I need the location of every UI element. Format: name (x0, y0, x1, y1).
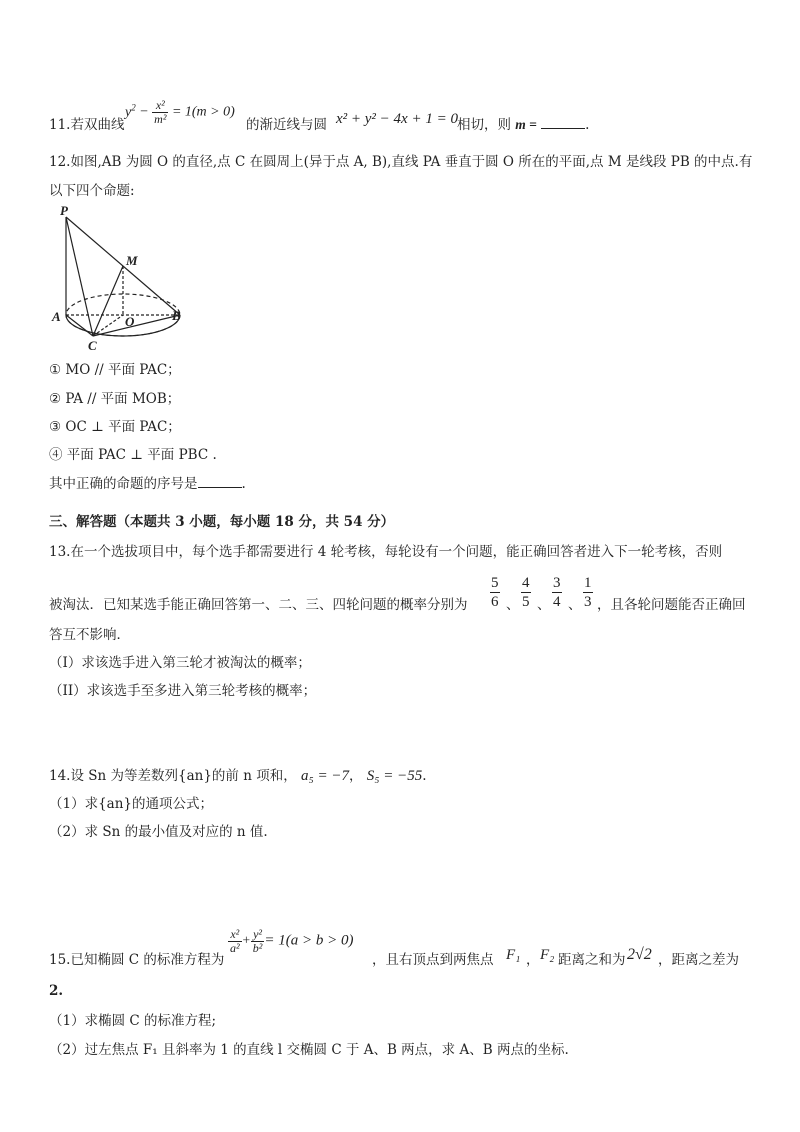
q14-part2: （2）求 Sn 的最小值及对应的 n 值. (49, 824, 268, 840)
q13-fraction-4: 1 3 (584, 575, 592, 610)
q13-sep-3: 、 (568, 597, 582, 613)
q14-line1: 14.设 Sn 为等差数列{an}的前 n 项和， a₅ = −7， S₅ = −55. (49, 768, 427, 784)
q15-ellipse-eq: $\frac{\text{x²}}{\text{a²}}$ + $\frac{\text{y²}}{\text{b²}}$ = 1(a > b > 0) (230, 927, 354, 955)
q12-line2: 以下四个命题: (49, 183, 135, 199)
q15-line1c: 距离之和为 (558, 952, 626, 968)
q13-line3: 答互不影响． (49, 627, 130, 643)
q11-eq-y: $y^2$ (125, 102, 136, 120)
q13-part2: （II）求该选手至多进入第三轮考核的概率； (49, 683, 317, 699)
q15-line2: 2. (49, 983, 64, 999)
label-P: P (60, 205, 68, 218)
q13-fraction-2: 4 5 (522, 575, 530, 610)
q13-sep-1: 、 (506, 597, 520, 613)
q12-option-3: ③ OC ⊥ 平面 PAC； (49, 419, 181, 435)
q15-part2: （2）过左焦点 F₁ 且斜率为 1 的直线 l 交椭圆 C 于 A、B 两点，求 A、B 两点的坐标. (49, 1042, 569, 1058)
q12-figure (50, 205, 190, 355)
q11-frac: $\frac{\text{x²}}{\text{m²}}$ (154, 97, 167, 126)
q15-line1a: 15.已知椭圆 C 的标准方程为 (49, 952, 225, 968)
q15-line1b: ，且右顶点到两焦点 (372, 952, 494, 968)
q13-line2b: ，且各轮问题能否正确回 (597, 597, 746, 613)
circle-front (66, 315, 180, 336)
q12-answer-blank[interactable] (198, 475, 242, 488)
q11-prefix: 11.若双曲线 (49, 117, 125, 133)
q11-line (49, 116, 124, 134)
q13-line1: 13.在一个选拔项目中，每个选手都需要进行 4 轮考核，每轮设有一个问题，能正确回答者进入下一轮考核，否则 (49, 544, 723, 560)
q13-part1: （I）求该选手进入第三轮才被淘汰的概率； (49, 655, 311, 671)
segment-MC (93, 266, 123, 336)
q11-answer-blank[interactable] (541, 116, 585, 129)
label-A: A (52, 309, 61, 324)
q12-option-4: ④ 平面 PAC ⊥ 平面 PBC . (49, 447, 217, 463)
q15-sum: 2√2 (627, 946, 652, 963)
label-C: C (88, 338, 97, 353)
q12-line1: 12.如图,AB 为圆 O 的直径,点 C 在圆周上(异于点 A, B),直线 PA 垂直于圆 O 所在的平面,点 M 是线段 PB 的中点.有 (49, 154, 753, 170)
q15-comma: ， (526, 952, 540, 968)
section3-title: 三、解答题（本题共 3 小题，每小题 18 分，共 54 分） (49, 514, 395, 530)
label-B: B (172, 308, 181, 323)
q15-part1: （1）求椭圆 C 的标准方程; (49, 1013, 217, 1029)
label-M: M (126, 253, 138, 268)
q15-F2: F₂ (540, 947, 555, 963)
q11-tail: 相切，则 m = . (457, 117, 590, 133)
segment-CB (93, 315, 180, 336)
label-O: O (125, 314, 135, 329)
q13-line2a: 被淘汰．已知某选手能正确回答第一、二、三、四轮问题的概率分别为 (49, 597, 468, 613)
q15-F1: F₁ (506, 947, 521, 963)
q14-cond2: S₅ = −55 (366, 768, 423, 784)
q11-mid: 的渐近线与圆 (246, 117, 327, 133)
q12-option-2: ② PA // 平面 MOB； (49, 391, 181, 407)
q12-option-1: ① MO // 平面 PAC； (49, 362, 181, 378)
q11-hyperbola-eq: $y^2$ − $\frac{\text{x²}}{\text{m²}}$ = 1(m > 0) (125, 97, 235, 126)
q13-fraction-3: 3 4 (553, 575, 561, 610)
q14-cond1: a₅ = −7 (301, 768, 349, 784)
q11-circle-eq: x² + y² − 4x + 1 = 0 (336, 111, 458, 127)
q13-fraction-1: 5 6 (491, 575, 499, 610)
q15-line1d: ，距离之差为 (658, 952, 739, 968)
q14-part1: （1）求{an}的通项公式； (49, 796, 214, 812)
q13-sep-2: 、 (537, 597, 551, 613)
q12-question: 其中正确的命题的序号是 . (49, 476, 246, 492)
